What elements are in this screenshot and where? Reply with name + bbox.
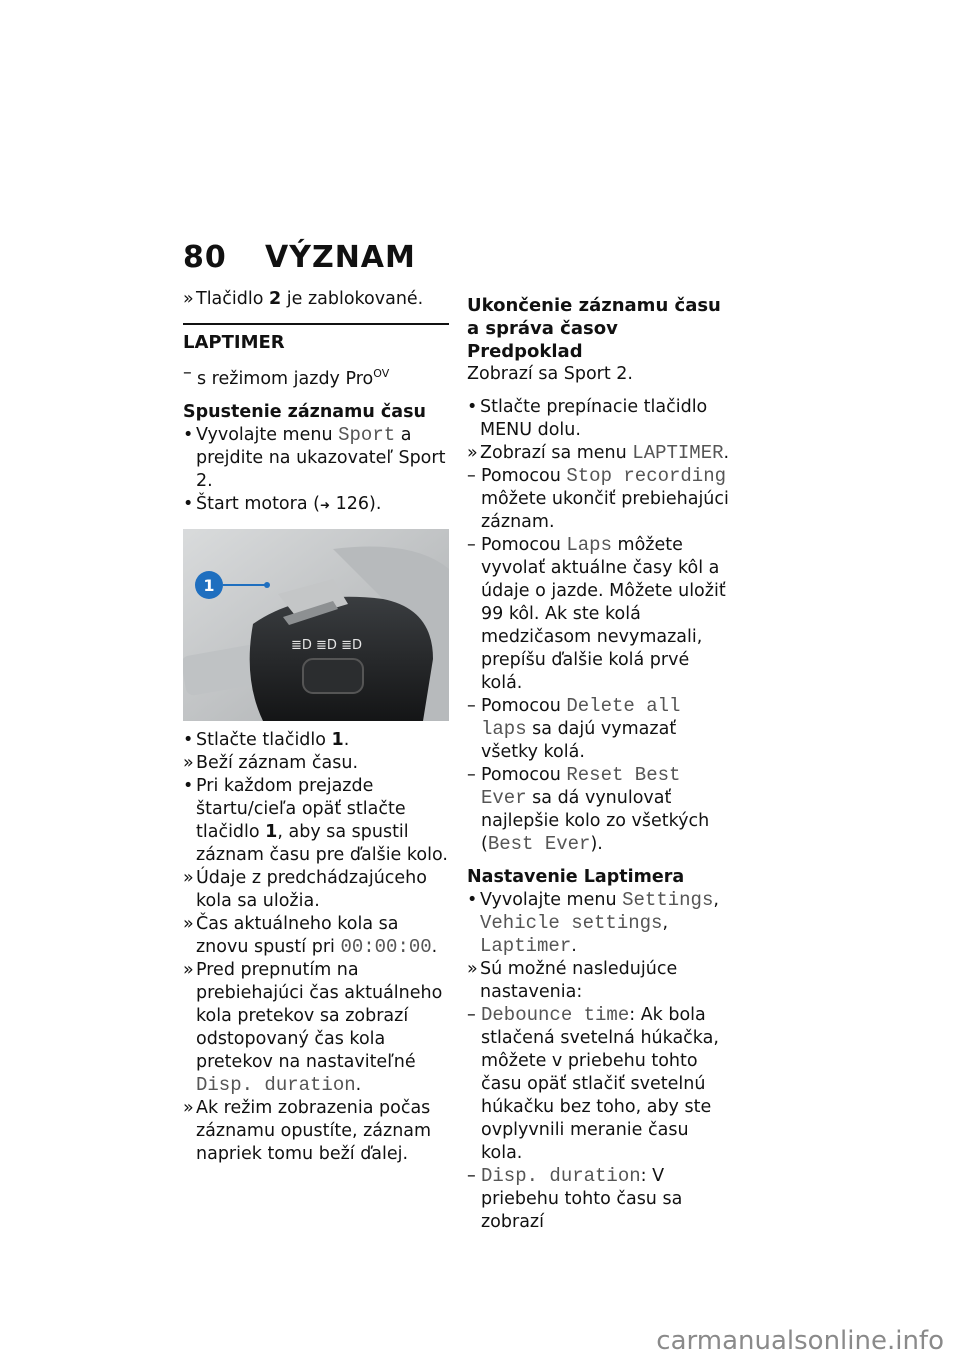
list-item: » Beží záznam času. <box>183 752 359 773</box>
svg-text:≣D ≣D ≣D: ≣D ≣D ≣D <box>291 637 362 653</box>
list-item: » Ak režim zobrazenia počas záznamu opustíte, záznam napriek tomu beží ďalej. <box>183 1097 432 1164</box>
section-divider <box>183 323 449 325</box>
list-item: » Čas aktuálneho kola sa znovu spustí pri 00:00:00. <box>183 913 438 958</box>
section-title: LAPTIMER <box>183 332 285 353</box>
page-title: VÝZNAM <box>265 240 416 275</box>
list-item: • Vyvolajte menu Sport a prejdite na ukazovateľ Sport 2. <box>183 423 446 491</box>
list-item: » Tlačidlo 2 je zablokované. <box>183 289 424 309</box>
left-column <box>183 288 449 1166</box>
list-item: – Debounce time: Ak bola stlačená svetelná húkačka, môžete v priebehu tohto času opäť stlačiť svetelnú húkačku bez toho, aby ste ovplyvnili meranie času kola. <box>467 1004 719 1163</box>
handlebar-photo <box>183 529 449 721</box>
list-item: » Sú možné nasledujúce nastavenia: <box>467 959 678 1002</box>
prereq-title: Predpoklad <box>467 341 583 362</box>
section-title: Ukončenie záznamu času <box>467 295 721 316</box>
list-item: » Zobrazí sa menu LAPTIMER. <box>467 442 730 464</box>
list-item: » Pred prepnutím na prebiehajúci čas aktuálneho kola pretekov sa zobrazí odstopovaný čas kola pretekov na nastaviteľné Disp. duration. <box>183 959 443 1096</box>
list-item: – s režimom jazdy Pro$^{OV}$ <box>183 363 390 389</box>
arrow-ref-icon: ➜ <box>319 497 331 512</box>
right-column <box>467 290 735 1234</box>
list-item: » Údaje z predchádzajúceho kola sa uložia. <box>183 867 427 911</box>
list-item: • Pri každom prejazde štartu/cieľa opäť stlačte tlačidlo 1, aby sa spustil záznam času pre ďalšie kolo. <box>183 775 448 865</box>
list-item: • Štart motora (➜ 126). <box>183 493 382 514</box>
subsection-title: Spustenie záznamu času <box>183 401 426 422</box>
subsection-title: Nastavenie Laptimera <box>467 867 685 887</box>
prereq-text: Zobrazí sa Sport 2. <box>467 364 633 384</box>
page-header <box>183 240 416 275</box>
list-item: • Stlačte tlačidlo 1. <box>183 729 350 750</box>
watermark: carmanualsonline.info <box>656 1326 944 1356</box>
list-item: – Pomocou Laps môžete vyvolať aktuálne časy kôl a údaje o jazde. Môžete uložiť 99 kôl. Ak ste kolá medzičasom nevymazali, prepíšu ďalšie kolá prvé kolá. <box>467 534 726 693</box>
list-item: – Disp. duration: V priebehu tohto času sa zobrazí <box>467 1165 683 1232</box>
callout-1: 1 <box>203 575 215 595</box>
list-item: – Pomocou Reset Best Ever sa dá vynulovať najlepšie kolo zo všetkých (Best Ever). <box>467 764 710 855</box>
list-item: • Stlačte prepínacie tlačidlo MENU dolu. <box>467 397 708 440</box>
list-item: – Pomocou Delete all laps sa dajú vymazať všetky kolá. <box>467 695 681 762</box>
list-item: – Pomocou Stop recording môžete ukončiť prebiehajúci záznam. <box>467 465 729 532</box>
list-item: • Vyvolajte menu Settings, Vehicle settings, Laptimer. <box>467 889 719 957</box>
page-ref-link[interactable]: 126 <box>335 493 369 514</box>
section-title-cont: a správa časov <box>467 318 618 339</box>
page-number: 80 <box>183 240 227 275</box>
